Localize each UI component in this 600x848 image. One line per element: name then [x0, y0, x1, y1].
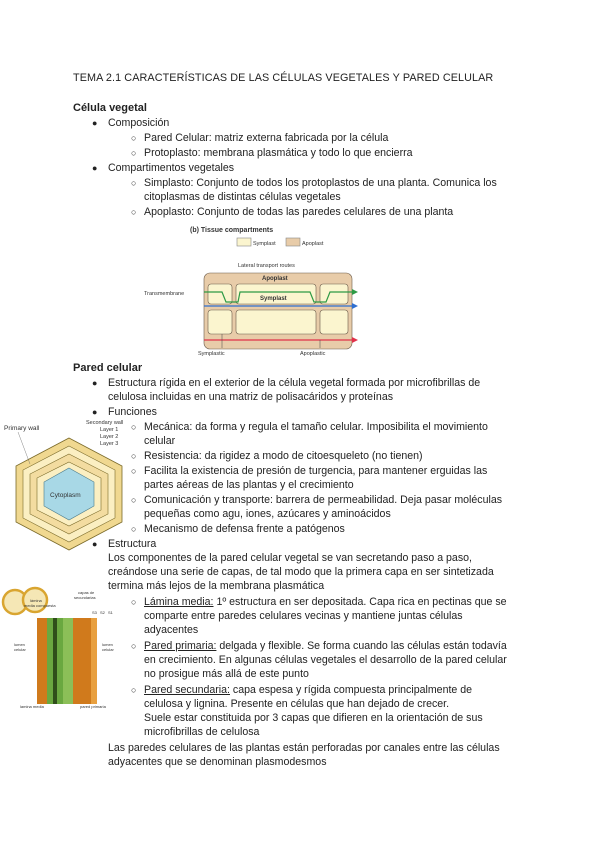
bullet-circle: ○	[131, 133, 137, 143]
pared-primaria-line-3: no prosigue más allá de este punto	[144, 668, 309, 680]
page-title: TEMA 2.1 CARACTERÍSTICAS DE LAS CÉLULAS VEGETALES Y PARED CELULAR	[73, 72, 494, 84]
bullet-circle: ○	[131, 597, 137, 607]
bullet-circle: ○	[131, 178, 137, 188]
protoplasto-item: Protoplasto: membrana plasmática y todo lo que encierra	[144, 147, 413, 159]
pared-secundaria-text: capa espesa y rígida compuesta principalmente de	[229, 684, 473, 696]
lamina-label: lámina	[30, 598, 42, 603]
blue-arrowhead	[352, 303, 358, 309]
layer2-label: Layer 2	[100, 434, 119, 440]
pared-primaria-label: Pared primaria:	[144, 640, 217, 652]
green-arrowhead	[352, 289, 358, 295]
apoplastic-label: Apoplastic	[300, 351, 326, 357]
red-arrowhead	[352, 337, 358, 343]
secondary-wall-label: Secondary wall	[86, 420, 124, 426]
bullet-circle: ○	[131, 524, 137, 534]
lamina-bottom-label: lamina media	[20, 704, 44, 709]
pared-celular-item: Pared Celular: matriz externa fabricada por la célula	[144, 132, 389, 144]
bullet-dot: ●	[92, 407, 98, 417]
simplasto-line-1: Simplasto: Conjunto de todos los protoplastos de una planta. Comunica los	[144, 177, 497, 189]
legend-apoplast-label: Apoplast	[302, 241, 324, 247]
lumen-left-label-2: celular	[14, 647, 26, 652]
pared-secundaria-line-4: microfibrillas de celulosa	[144, 726, 260, 738]
plasmodesmos-line-1: Las paredes celulares de las plantas están perforadas por canales entre las células	[108, 742, 500, 754]
section-heading-celula-vegetal: Célula vegetal	[73, 102, 147, 114]
bullet-dot: ●	[92, 539, 98, 549]
componentes-line-3: termina más lejos de la membrana plasmática	[108, 580, 325, 592]
wall-cross-section-figure	[0, 580, 130, 710]
lamina-media-label: Lámina media:	[144, 596, 214, 608]
legend-symplast-swatch	[237, 238, 251, 246]
cell-right-lower	[320, 310, 348, 334]
lamina-label-2: media compuesta	[24, 603, 56, 608]
plasmodesmos-line-2: adyacentes que se denominan plasmodesmos	[108, 756, 327, 768]
middle-lamella	[53, 618, 57, 704]
primary-wall-label: Primary wall	[4, 425, 40, 432]
estructura-rigida-line-2: celulosa incluidas en una matriz de polisacáridos y proteínas	[108, 391, 394, 403]
cell-left-lower	[208, 310, 232, 334]
bullet-circle: ○	[131, 641, 137, 651]
fig1-label: (b) Tissue compartments	[190, 227, 274, 234]
cell-middle-lower	[236, 310, 316, 334]
tissue-compartments-figure	[140, 222, 375, 357]
pared-bottom-label: pared primaria	[80, 704, 106, 709]
secondary-wall-left	[37, 618, 47, 704]
primary-wall-pointer	[18, 432, 30, 464]
turgencia-line-2: partes aéreas de las plantas y el crecimiento	[144, 479, 354, 491]
comunicacion-line-1: Comunicación y transporte: barrera de permeabilidad. Deja pasar moléculas	[144, 494, 503, 506]
bullet-circle: ○	[131, 466, 137, 476]
bullet-circle: ○	[131, 685, 137, 695]
lamina-media-line-1	[144, 595, 544, 609]
primary-wall-left	[47, 618, 53, 704]
symplast-label: Symplast	[260, 296, 287, 302]
bullet-circle: ○	[131, 207, 137, 217]
transmembrane-label: Transmembrane	[144, 291, 185, 297]
apoplasto-item: Apoplasto: Conjunto de todas las paredes celulares de una planta	[144, 206, 454, 218]
composicion-item: Composición	[108, 117, 170, 129]
turgencia-line-1: Facilita la existencia de presión de turgencia, para mantener erguidas las	[144, 465, 488, 477]
cell-right-upper	[320, 284, 348, 304]
resistencia-item: Resistencia: da rigidez a modo de citoesqueleto (no tienen)	[144, 450, 423, 462]
estructura-rigida-line-1: Estructura rígida en el exterior de la célula vegetal formada por microfibrillas de	[108, 377, 481, 389]
pared-secundaria-line-3: Suele estar constituida por 3 capas que difieren en la orientación de sus	[144, 712, 483, 724]
bullet-circle: ○	[131, 451, 137, 461]
s2-label: S2	[100, 610, 105, 615]
lumen-left-area	[5, 618, 37, 704]
lumen-left-label: lumen	[14, 642, 25, 647]
componentes-line-1: Los componentes de la pared celular vegetal se van secretando paso a paso,	[108, 552, 472, 564]
estructura-item: Estructura	[108, 538, 157, 550]
lumen-right-label-2: celular	[102, 647, 114, 652]
capas-label-2: secundarias	[74, 595, 96, 600]
bullet-circle: ○	[131, 495, 137, 505]
legend-symplast-label: Symplast	[253, 241, 276, 247]
lamina-media-line-3: adyacentes	[144, 624, 199, 636]
pared-primaria-line-1	[144, 639, 544, 653]
cytoplasm-label: Cytoplasm	[50, 492, 81, 499]
secondary-wall-right-s2	[73, 618, 91, 704]
mecanica-line-2: celular	[144, 435, 176, 447]
pared-primaria-text: delgada y flexible. Se forma cuando las células están todavía	[216, 640, 507, 652]
mecanica-line-1: Mecánica: da forma y regula el tamaño celular. Imposibilita el movimiento	[144, 421, 488, 433]
cell-left-upper	[208, 284, 232, 304]
secondary-wall-right-s1	[63, 618, 73, 704]
pared-secundaria-label: Pared secundaria:	[144, 684, 230, 696]
routes-label: Lateral transport routes	[238, 263, 295, 269]
capas-label: capas de	[78, 590, 95, 595]
compartimentos-item: Compartimentos vegetales	[108, 162, 235, 174]
symplastic-label: Symplastic	[198, 351, 225, 357]
componentes-line-2: creándose una serie de capas, de tal modo que la primera capa en ser sintetizada	[108, 566, 494, 578]
layer3-label: Layer 3	[100, 441, 119, 447]
bullet-dot: ●	[92, 378, 98, 388]
legend-apoplast-swatch	[286, 238, 300, 246]
s1-label: S1	[108, 610, 113, 615]
secondary-wall-right-s3	[91, 618, 97, 704]
comunicacion-line-2: pequeñas como agu, iones, azúcares y aminoácidos	[144, 508, 391, 520]
lamina-media-text: 1º estructura en ser depositada. Capa rica en pectinas que se	[213, 596, 507, 608]
bullet-circle: ○	[131, 422, 137, 432]
bullet-dot: ●	[92, 118, 98, 128]
lumen-right-label: lumen	[102, 642, 113, 647]
simplasto-line-2: citoplasmas de distintas células vegetales	[144, 191, 341, 203]
apoplast-label: Apoplast	[262, 276, 288, 282]
primary-wall-right	[57, 618, 63, 704]
pared-secundaria-line-2: celulosa y lignina. Presente en células que han dejado de crecer.	[144, 698, 450, 710]
section-heading-pared-celular: Pared celular	[73, 362, 143, 374]
bullet-dot: ●	[92, 163, 98, 173]
bullet-circle: ○	[131, 148, 137, 158]
layer1-label: Layer 1	[100, 427, 119, 433]
pared-primaria-line-2: en crecimiento. En algunas células vegetales el desarrollo de la pared celular	[144, 654, 507, 666]
s3-label: S3	[92, 610, 97, 615]
funciones-item: Funciones	[108, 406, 157, 418]
pared-secundaria-line-1	[144, 683, 544, 697]
cell-wall-layers-figure	[0, 416, 140, 561]
lamina-media-line-2: comparte entre paredes celulares vecinas y mantiene juntas células	[144, 610, 463, 622]
defensa-item: Mecanismo de defensa frente a patógenos	[144, 523, 345, 535]
